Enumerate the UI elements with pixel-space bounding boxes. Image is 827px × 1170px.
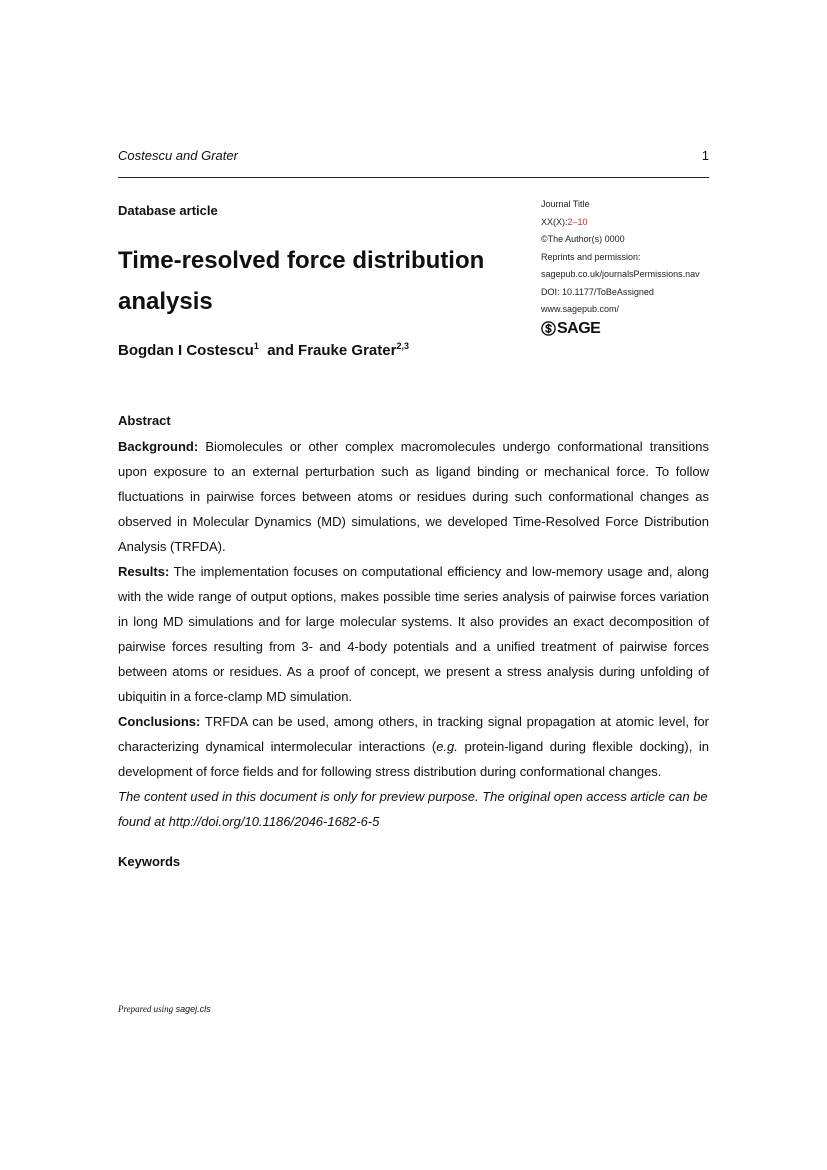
conclusions-text-cont: protein-ligand during flexible docking), in development of force fields and for following stress distribution during conformational changes. [118,739,709,779]
abstract-conclusions [118,709,709,784]
conclusions-label: Conclusions: [118,714,201,729]
reprints-url: sagepub.co.uk/journalsPermissions.nav [541,269,700,279]
article-title: Time-resolved force distribution analysis [118,247,485,315]
website: www.sagepub.com/ [541,304,620,314]
abstract-background [118,434,709,559]
conclusions-eg: e.g. [436,739,458,754]
author-affiliation: 1 [253,341,259,351]
results-label: Results: [118,564,170,579]
sage-dollar-icon [541,321,556,336]
header-rule [118,177,709,178]
running-head: Costescu and Grater [118,148,238,163]
doi: DOI: 10.1177/ToBeAssigned [541,286,654,297]
volume-prefix: XX(X): [541,216,568,227]
footer [118,1004,211,1014]
article-type: Database article [118,203,218,218]
copyright: ©The Author(s) 0000 [541,234,625,244]
abstract-body [118,434,709,834]
abstract-heading: Abstract [118,413,171,428]
background-label: Background: [118,439,199,454]
background-text: Biomolecules or other complex macromolecules undergo conformational transitions upon exposure to an external perturbation such as ligand binding or mechanical force. To follow fluctuations in pairwise forces between atoms or residues during such conformational changes as observed in Molecular Dynamics (MD) simulations, we developed Time-Resolved Force Distribution Analysis (TRFDA). [118,439,709,554]
author-name: and Frauke Grater [267,342,397,359]
page-number: 1 [701,148,709,163]
preview-note: The content used in this document is only for preview purpose. The original open access article can be found at http://doi.org/10.1186/2046-1682-6-5 [118,789,708,829]
journal-volume [541,214,700,232]
author-list [118,341,409,359]
abstract-results [118,559,709,709]
prepared-using: Prepared using [118,1004,174,1014]
class-file: sagej.cls [175,1004,211,1014]
journal-title: Journal Title [541,199,590,209]
results-text: The implementation focuses on computational efficiency and low-memory usage and, along with the wide range of output options, makes possible time series analysis of pairwise forces variation in long MD simulations and for large molecular systems. It also provides an exact decomposition of pairwise forces resulting from 3- and 4-body potentials and a unified treatment of pairwise forces between atoms or residues. As a proof of concept, we present a stress analysis during unfolding of ubiquitin in a force-clamp MD simulation. [118,564,709,704]
author-name: Bogdan I Costescu [118,342,254,359]
conclusions-text: TRFDA can be used, among others, in tracking signal propagation at atomic level, for characterizing dynamical intermolecular interactions ( [118,714,709,754]
keywords-heading: Keywords [118,854,181,869]
journal-meta [541,196,700,337]
sage-wordmark: SAGE [557,319,601,337]
author-affiliation: 2,3 [396,341,409,351]
sage-logo [541,320,700,338]
page-range-link[interactable]: 2–10 [567,216,588,227]
reprints-label: Reprints and permission: [541,251,641,262]
